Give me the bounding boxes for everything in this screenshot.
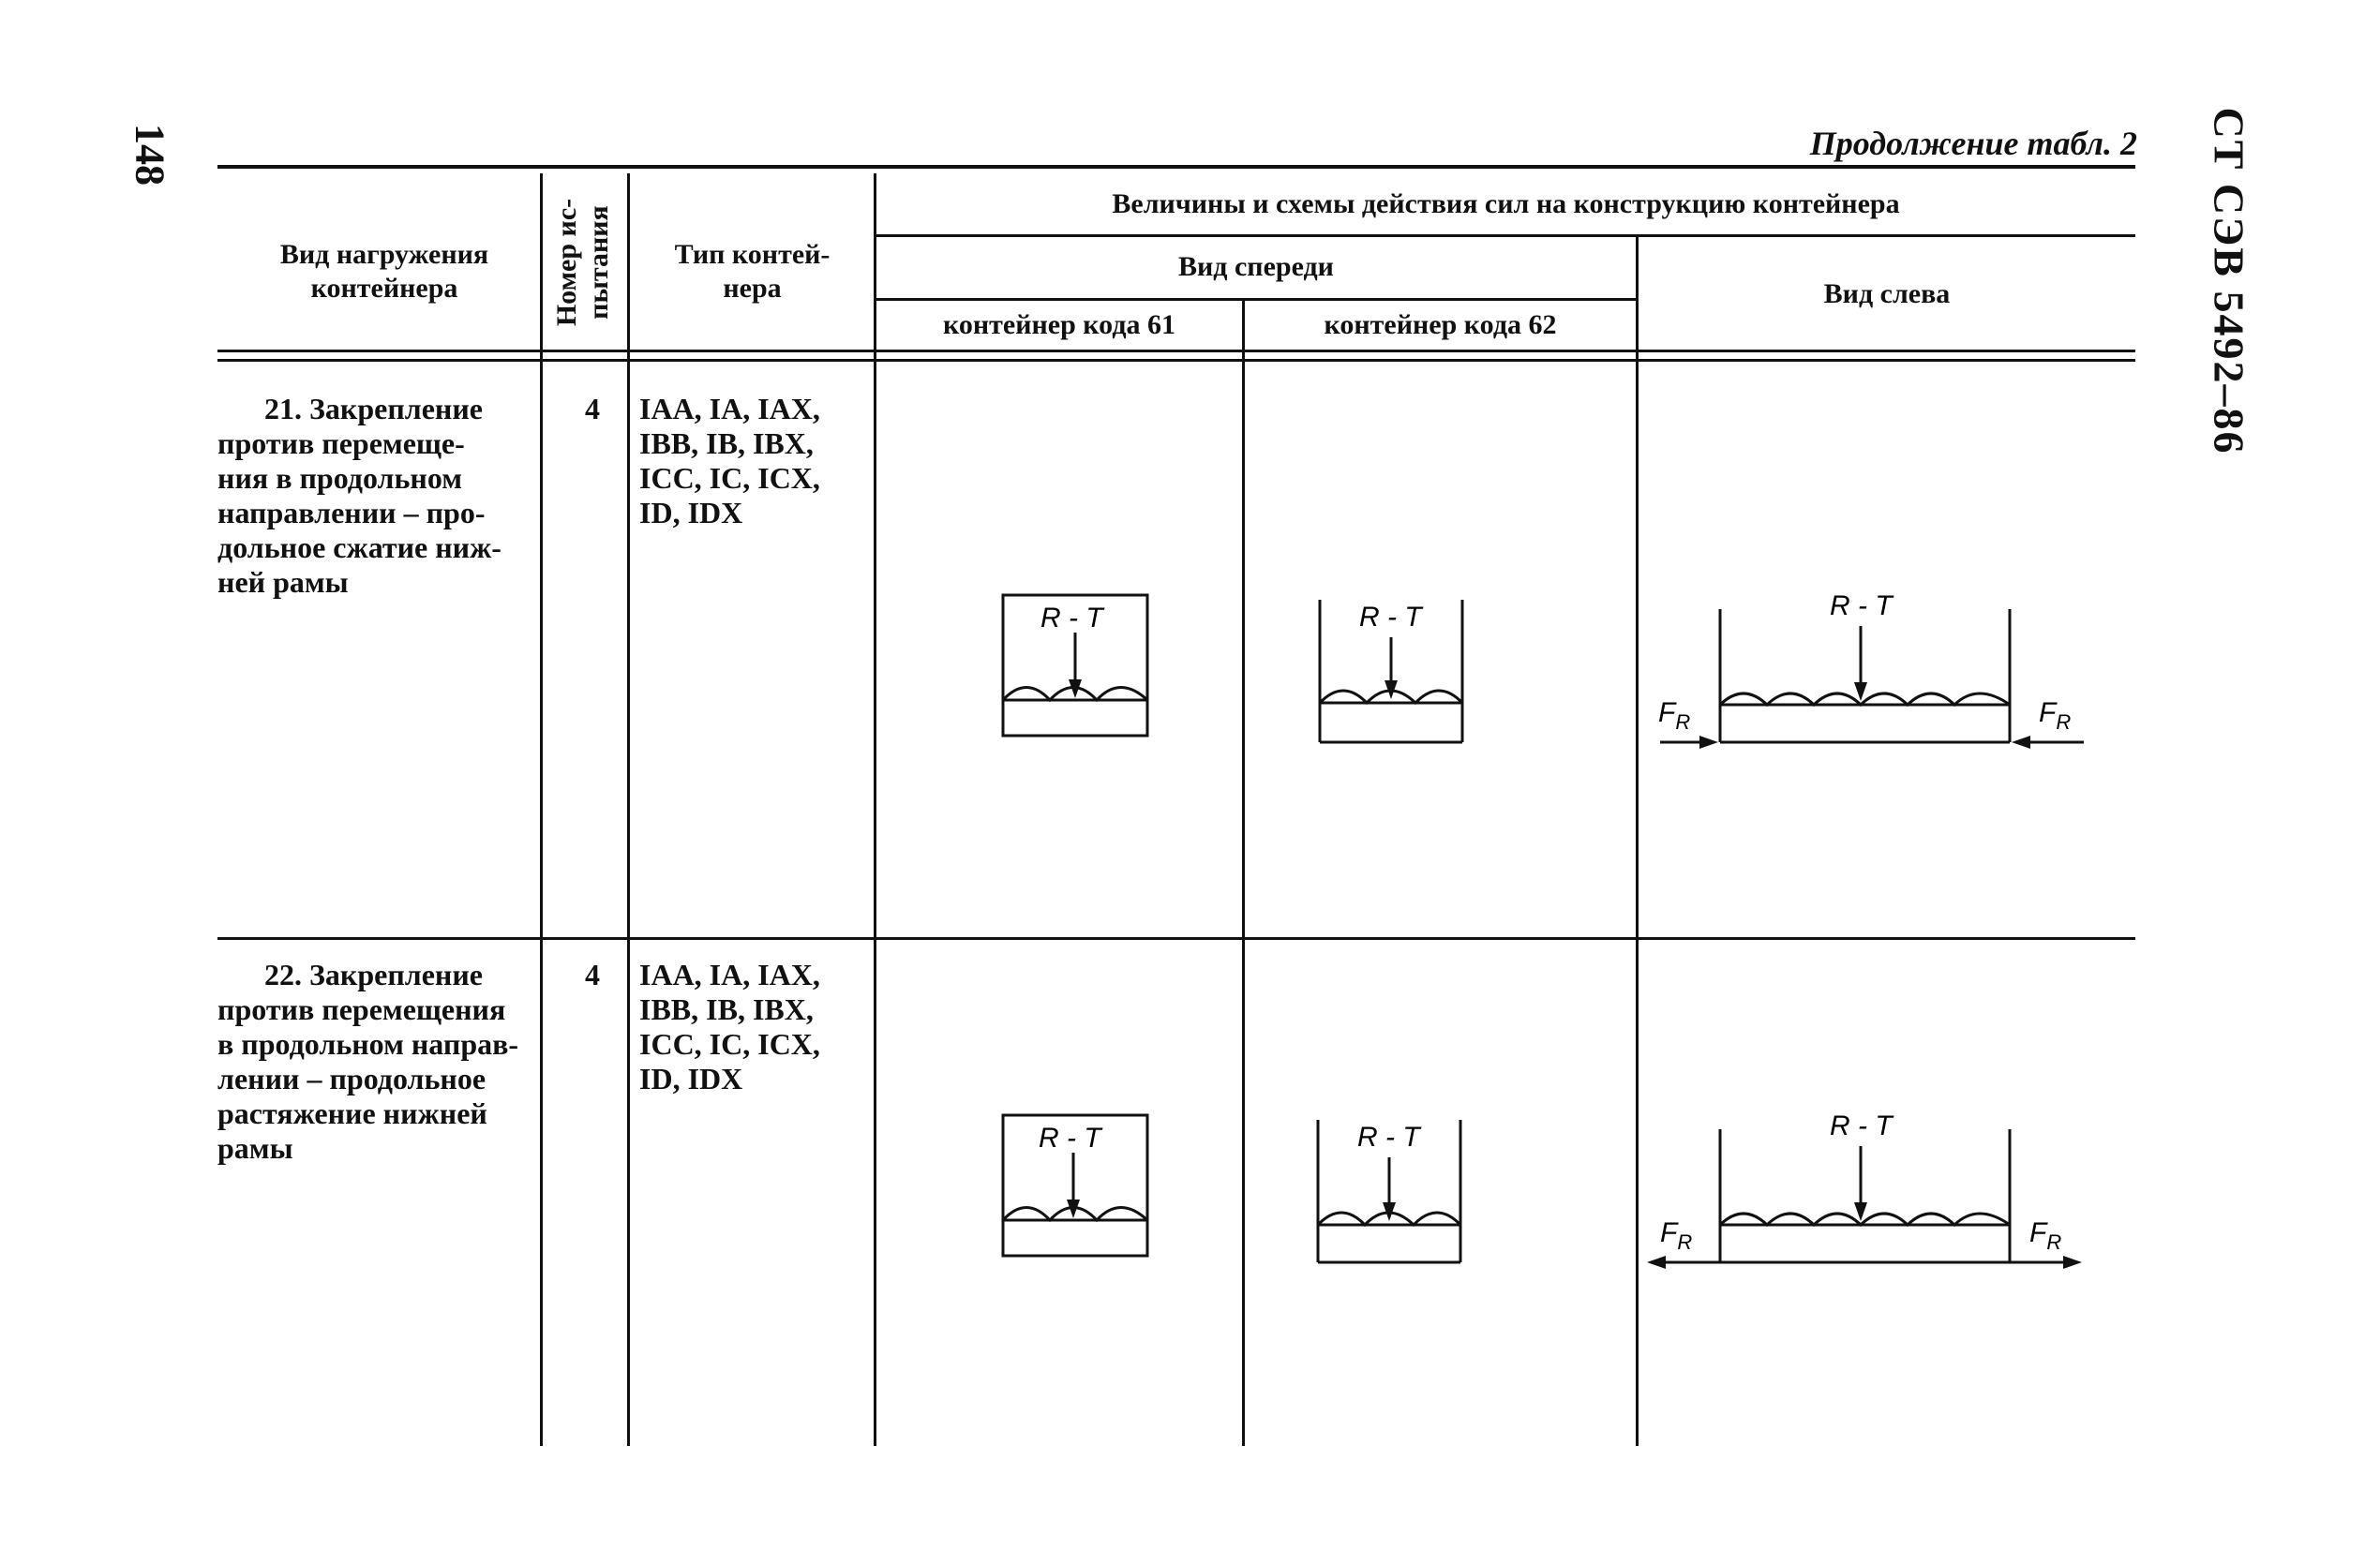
diagram-label: R - T — [1357, 1122, 1420, 1153]
header-container-type: Тип контей- нера — [674, 239, 831, 304]
type-line: ID, IDX — [639, 1062, 743, 1095]
header-left-view: Вид слева — [1823, 277, 1951, 309]
test-number-cell: 4 — [585, 958, 600, 991]
diagram-label: R - T — [1040, 603, 1103, 633]
load-line: 21. Закрепление — [264, 392, 483, 425]
load-line: направлении – про- — [217, 496, 486, 529]
front-view-code61-diagram — [994, 1106, 1162, 1274]
load-line: против перемещения — [217, 992, 506, 1026]
header-test-number: Номер ис- пытания — [551, 198, 614, 327]
front-view-code61-diagram — [994, 586, 1162, 754]
load-line: дольное сжатие ниж- — [217, 530, 501, 564]
test-number-cell: 4 — [585, 392, 600, 425]
type-line: IBB, IB, IBX, — [639, 426, 814, 460]
load-line: ния в продольном — [217, 461, 463, 495]
container-type-cell — [639, 958, 869, 1096]
header-forces-group: Величины и схемы действия сил на конструкцию контейнера — [1112, 188, 1900, 219]
front-view-code62-diagram — [1310, 590, 1479, 759]
standard-number: СТ СЭВ 5492–86 — [2205, 107, 2253, 455]
force-label: $F_R$ — [2039, 697, 2072, 734]
container-type-cell — [639, 392, 869, 530]
header-code61: контейнер кода 61 — [943, 309, 1175, 340]
left-view-diagram — [1645, 1101, 2114, 1289]
page-number: 148 — [127, 124, 173, 186]
left-view-diagram — [1645, 581, 2114, 768]
header-code62: контейнер кода 62 — [1324, 309, 1557, 340]
type-line: ICC, IC, ICX, — [639, 1027, 820, 1061]
load-line: в продольном направ- — [217, 1027, 519, 1061]
type-line: ID, IDX — [639, 496, 743, 529]
diagram-label: R - T — [1830, 1110, 1893, 1141]
load-line: против перемеще- — [217, 426, 465, 460]
load-line: лении – продольное — [217, 1062, 486, 1095]
force-label: $F_R$ — [1658, 697, 1691, 734]
diagram-label: R - T — [1359, 602, 1422, 633]
type-line: IAA, IA, IAX, — [639, 958, 820, 991]
force-label: $F_R$ — [2029, 1217, 2062, 1254]
load-type-cell — [217, 392, 536, 600]
header-load-type: Вид нагружения контейнера — [279, 239, 489, 304]
header-front-view: Вид спереди — [1178, 251, 1334, 282]
diagram-label: R - T — [1039, 1123, 1101, 1154]
load-line: растяжение нижней — [217, 1096, 487, 1130]
diagram-label: R - T — [1830, 590, 1893, 621]
continuation-label: Продолжение табл. 2 — [1809, 125, 2137, 162]
force-label: $F_R$ — [1660, 1217, 1693, 1254]
load-line: 22. Закрепление — [264, 958, 483, 991]
load-type-cell — [217, 958, 536, 1166]
load-line: рамы — [217, 1131, 293, 1165]
load-line: ней рамы — [217, 565, 349, 599]
type-line: ICC, IC, ICX, — [639, 461, 820, 495]
type-line: IAA, IA, IAX, — [639, 392, 820, 425]
type-line: IBB, IB, IBX, — [639, 992, 814, 1026]
front-view-code62-diagram — [1309, 1110, 1477, 1279]
